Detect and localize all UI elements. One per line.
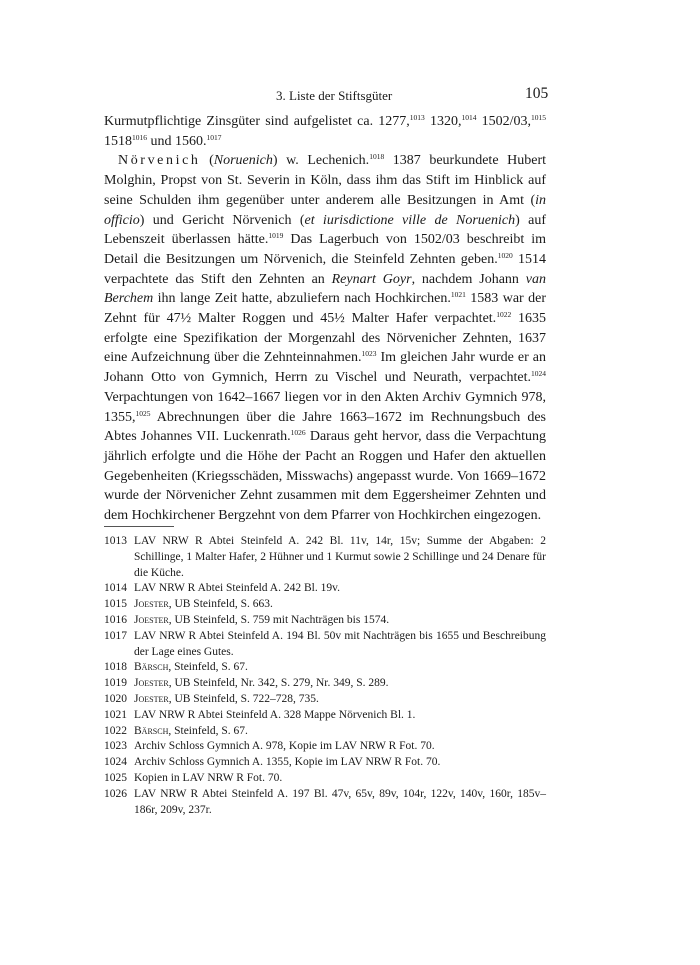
footnote-ref[interactable]: 1024 — [531, 369, 546, 379]
header-title: 3. Liste der Stiftsgüter — [276, 88, 393, 103]
paragraph-2: Nörvenich (Noruenich) w. Lechenich.$^{1018}$ 1387 beurkundete Hubert Molghin, Propst von St. Severin in Köln, dass ihm das Stift im Hinblick auf seine Schulden ihm gegenüber unter anderem alle Besitzungen in Amt (in officio) und Gericht Nörvenich (et iurisdictione ville de Noruenich) auf Lebenszeit überlassen hätte.$^{1019}$ Das Lagerbuch von 1502/03 beschreibt im Detail die Besitzungen um Nörvenich, die Steinfeld Zehnten geben.$^{1020}$ 1514 verpachtete das Stift den Zehnten an Reynart Goyr, nachdem Johann van Berchem ihn lange Zeit hatte, abzuliefern nach Hochkirchen.$^{1021}$ 1583 war der Zehnt für 47½ Malter Roggen und 45½ Malter Hafer verpachtet.$^{1022}$ 1635 erfolgte eine Spezifikation der Morgenzahl des Nörvenicher Zehnten, 1637 eine Aufzeichnung über die Zehnteinnahmen.$^{1023}$ Im gleichen Jahr wurde er an Johann Otto von Gymnich, Herrn zu Vischel und Neurath, verpachtet.$^{1024}$ Verpachtungen von 1642–1667 liegen vor in den Akten Archiv Gymnich 978, 1355,$^{1025}$ Abrechnungen über die Jahre 1663–1672 im Rechnungsbuch des Abtes Johannes VII. Luckenrath.$^{1026}$ Daraus geht hervor, dass die Verpachtung jährlich erfolgte und die Höhe der Pacht an Roggen und Hafer den aktuellen Gegebenheiten (Kriegsschäden, Misswachs) angepasst wurde. Von 1669–1672 wurde der Nörvenicher Zehnt zusammen mit dem Eggersheimer Zehnten und dem Hochkirchener Bergzehnt von dem Pfarrer von Hochkirchen eingezogen. — [104, 152, 547, 524]
footnote — [104, 581, 546, 597]
footnote-text: Joester, UB Steinfeld, S. 663. — [134, 598, 273, 611]
footnote-ref[interactable]: 1017 — [206, 132, 222, 142]
footnote — [104, 708, 546, 724]
footnote-number: 1021 — [104, 708, 127, 721]
footnote-number: 1023 — [104, 740, 127, 753]
footnote-text: LAV NRW R Abtei Steinfeld A. 242 Bl. 11v, 14r, 15v; Summe der Abgaben: 2 Schillinge, 1 Malter Hafer, 2 Hühner und 1 Kurmut sowie 2 Schillinge und 24 Denare für die Küche. — [134, 535, 546, 579]
footnote-text: Joester, UB Steinfeld, S. 722–728, 735. — [134, 692, 319, 705]
footnote-text: LAV NRW R Abtei Steinfeld A. 242 Bl. 19v. — [134, 582, 340, 595]
footnote-ref[interactable]: 1014 — [461, 113, 477, 122]
footnote-text: Archiv Schloss Gymnich A. 1355, Kopie im LAV NRW R Fot. 70. — [134, 756, 441, 769]
footnote-ref[interactable]: 1018 — [369, 152, 385, 162]
footnote-text: LAV NRW R Abtei Steinfeld A. 194 Bl. 50v mit Nachträgen bis 1655 und Beschreibung der Lage eines Gutes. — [134, 629, 546, 658]
footnote-number: 1016 — [104, 613, 127, 626]
footnote — [104, 787, 546, 819]
footnote-divider — [104, 526, 174, 527]
footnote — [104, 534, 546, 581]
footnote-number: 1019 — [104, 677, 127, 690]
footnote-ref[interactable]: 1015 — [531, 113, 547, 122]
footnote-number: 1022 — [104, 724, 127, 737]
footnote-number: 1026 — [104, 787, 127, 800]
footnote-ref[interactable]: 1019 — [268, 231, 284, 241]
footnote-ref[interactable]: 1023 — [361, 349, 377, 359]
footnote-number: 1020 — [104, 692, 127, 705]
page-number: 105 — [525, 85, 549, 102]
footnote — [104, 597, 546, 613]
footnote-ref[interactable]: 1020 — [497, 250, 513, 260]
footnote-number: 1025 — [104, 771, 127, 784]
footnote-ref[interactable]: 1013 — [409, 113, 425, 122]
footnote-number: 1017 — [104, 629, 127, 642]
footnote — [104, 755, 546, 771]
footnotes — [104, 534, 546, 818]
footnote — [104, 629, 546, 661]
footnote — [104, 676, 546, 692]
footnote-number: 1024 — [104, 756, 127, 769]
author-name: Joester — [134, 692, 169, 705]
author-name: Joester — [134, 677, 169, 690]
footnote-number: 1018 — [104, 661, 127, 674]
footnote — [104, 660, 546, 676]
footnote-text: Kopien in LAV NRW R Fot. 70. — [134, 771, 283, 784]
footnote-text: Joester, UB Steinfeld, Nr. 342, S. 279, Nr. 349, S. 289. — [134, 677, 389, 690]
footnote-number: 1015 — [104, 598, 127, 611]
footnote — [104, 692, 546, 708]
author-name: Bärsch — [134, 661, 169, 674]
footnote — [104, 724, 546, 740]
paragraph-1: Kurmutpflichtige Zinsgüter sind aufgelistet ca. 1277,$^{1013}$ 1320,$^{1014}$ 1502/03,$^{1015}$ $1518^{1016}$ und 1560.$^{1017}$ — [104, 113, 547, 149]
body-text — [104, 112, 546, 526]
author-name: Bärsch — [134, 724, 169, 737]
author-name: Joester — [134, 613, 169, 626]
footnote-text: Bärsch, Steinfeld, S. 67. — [134, 661, 248, 674]
place-name: Nörvenich — [118, 153, 201, 169]
footnote-ref[interactable]: 1016 — [132, 132, 147, 142]
footnote-ref[interactable]: 1022 — [496, 310, 512, 320]
footnote-number: 1013 — [104, 535, 127, 547]
footnote-ref[interactable]: 1021 — [450, 290, 466, 300]
author-name: Joester — [134, 598, 169, 611]
footnote-text: Bärsch, Steinfeld, S. 67. — [134, 724, 248, 737]
footnote-number: 1014 — [104, 582, 127, 595]
footnote-text: Joester, UB Steinfeld, S. 759 mit Nachträgen bis 1574. — [134, 613, 390, 626]
footnote-ref[interactable]: 1026 — [290, 428, 306, 438]
footnote-text: Archiv Schloss Gymnich A. 978, Kopie im LAV NRW R Fot. 70. — [134, 740, 435, 753]
footnote — [104, 613, 546, 629]
footnote — [104, 771, 546, 787]
footnote-text: LAV NRW R Abtei Steinfeld A. 328 Mappe Nörvenich Bl. 1. — [134, 708, 416, 721]
footnote — [104, 739, 546, 755]
footnote-text: LAV NRW R Abtei Steinfeld A. 197 Bl. 47v, 65v, 89v, 104r, 122v, 140v, 160r, 185v–186r, 209v, 237r. — [134, 787, 546, 816]
footnote-ref[interactable]: 1025 — [135, 408, 151, 418]
